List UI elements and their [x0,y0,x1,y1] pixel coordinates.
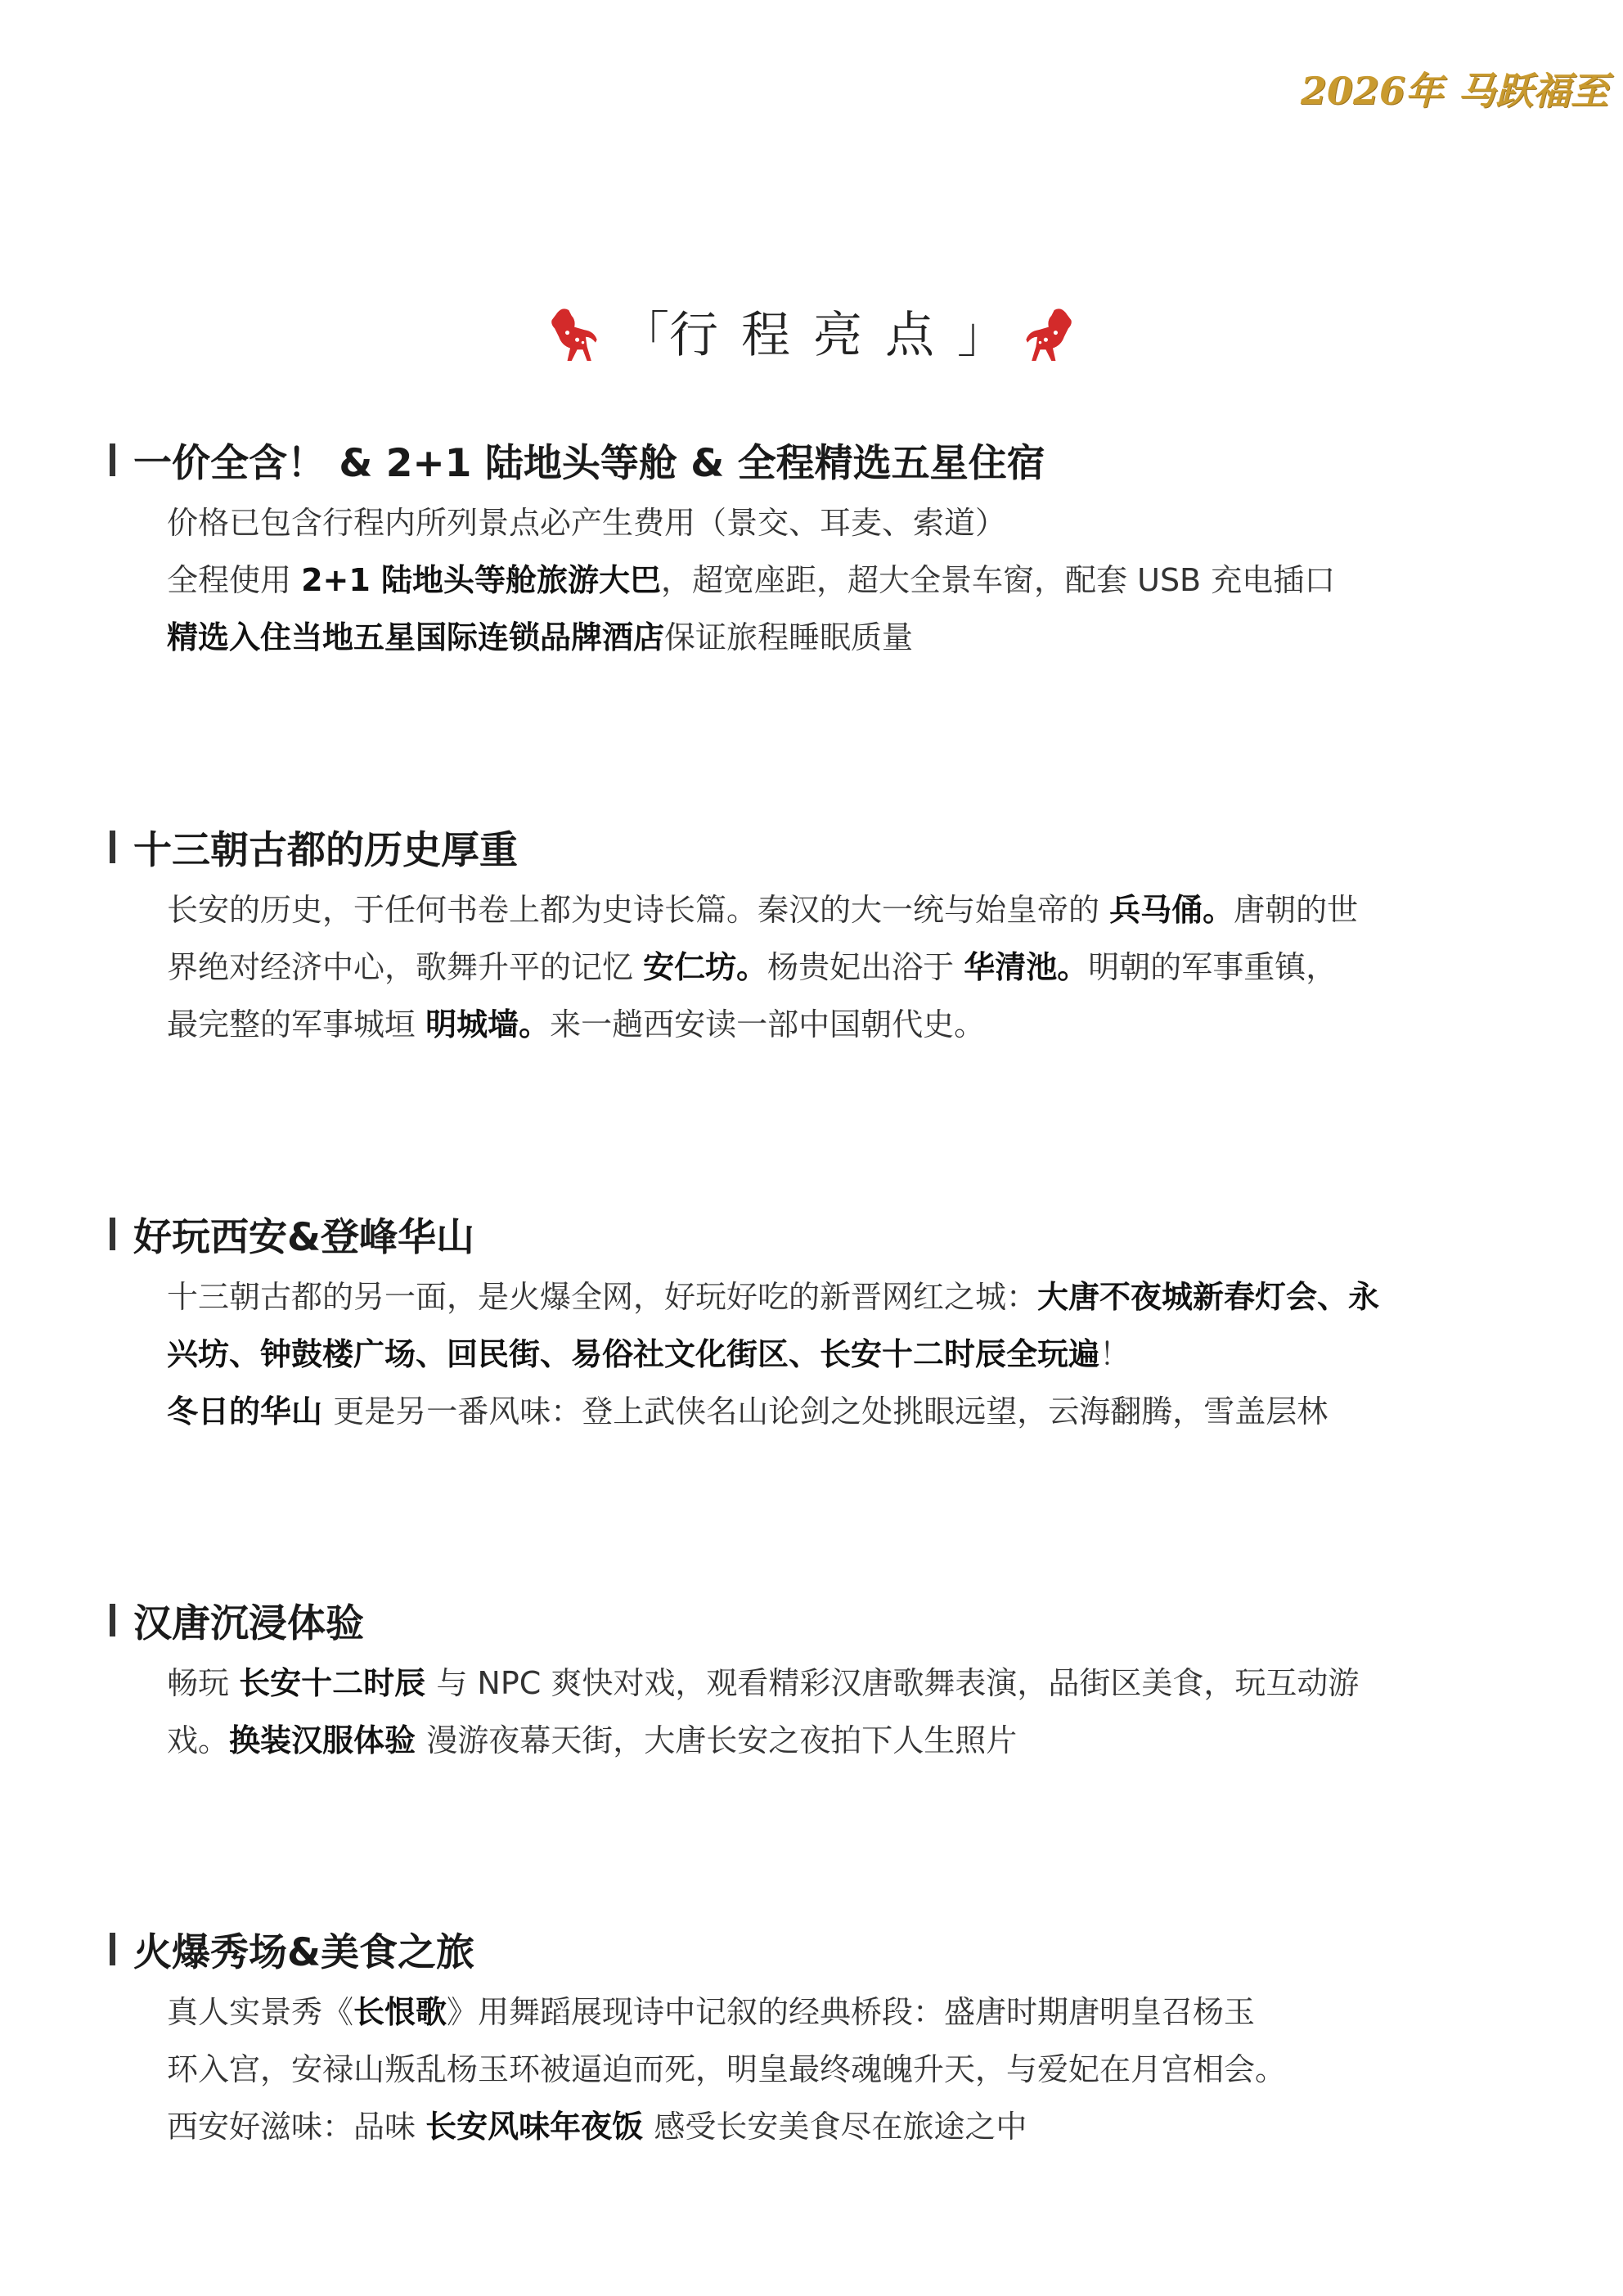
bold-text: 长恨歌 [353,1994,447,2030]
bold-text: 换装汉服体验 [229,1722,427,1758]
bold-text: 兴坊、钟鼓楼广场、回民街、易俗社文化街区、长安十二时辰全玩遍 [167,1336,1100,1372]
body-text: 来一趟西安读一部中国朝代史。 [550,1006,986,1042]
body-text: 界绝对经济中心，歌舞升平的记忆 [167,949,644,985]
body-text: 全程使用 [167,562,302,598]
bold-text: 长安风味年夜饭 [425,2109,654,2145]
brand-year: 2026年 [1301,69,1444,113]
bold-text: 华清池。 [964,949,1089,985]
title-open-bracket: 「 [620,307,669,364]
bold-text: 精选入住当地五星国际连锁品牌酒店 [167,619,665,655]
body-text: 西安好滋味：品味 [167,2109,426,2145]
section-body [167,494,1517,666]
body-text: 畅玩 [167,1665,240,1701]
bold-text: 冬日的华山 [167,1393,334,1429]
body-text: 与 NPC 爽快对戏，观看精彩汉唐歌舞表演，品街区美食，玩互动游 [436,1665,1360,1701]
body-text: 长安的历史，于任何书卷上都为史诗长篇。秦汉的大一统与始皇帝的 [167,892,1110,928]
body-text: 最完整的军事城垣 [167,1006,426,1042]
body-text: 更是另一番风味：登上武侠名山论剑之处挑眼远望，云海翻腾，雪盖层林 [333,1393,1329,1429]
bold-text: 明城墙。 [425,1006,551,1042]
body-line [167,1983,1517,2041]
body-line [167,1326,1517,1383]
body-line [167,996,1517,1053]
title-label: 行程亮点 [669,307,957,364]
section-bar [110,443,115,476]
bold-text: 长安十二时辰 [239,1665,437,1701]
section-bar [110,1604,115,1636]
section-all-inclusive [110,435,1517,666]
section-fun-xian [110,1209,1517,1440]
section-title: 十三朝古都的历史厚重 [110,822,1517,871]
body-line [167,1268,1517,1326]
body-line [167,881,1517,939]
bold-text: 2+1 陆地头等舱旅游大巴 [301,562,662,598]
body-text: 保证旅程睡眠质量 [664,619,914,655]
body-text: 唐朝的世 [1234,892,1359,928]
page-title [0,295,1623,376]
section-bar [110,1218,115,1250]
body-text: 戏。 [167,1722,230,1758]
section-body [167,1654,1517,1769]
body-text: 杨贵妃出浴于 [767,949,964,985]
section-title: 汉唐沉浸体验 [110,1596,1517,1645]
brand-slogan: 马跃福至 [1458,69,1609,113]
body-line [167,1654,1517,1712]
body-text: 》用舞蹈展现诗中记叙的经典桥段：盛唐时期唐明皇召杨玉 [447,1994,1256,2030]
bold-text: 兵马俑。 [1109,892,1234,928]
title-close-bracket: 」 [957,307,1006,364]
body-text: 感受长安美食尽在旅途之中 [654,2109,1027,2145]
body-line [167,551,1517,609]
body-line [167,939,1517,996]
body-text: 真人实景秀《 [167,1994,354,2030]
section-title: 火爆秀场&美食之旅 [110,1925,1517,1974]
body-line [167,494,1517,551]
body-text: 价格已包含行程内所列景点必产生费用（景交、耳麦、索道） [167,505,1007,541]
section-bar [110,831,115,863]
body-text: 十三朝古都的另一面，是火爆全网，好玩好吃的新晋网红之城： [167,1279,1038,1315]
section-body [167,881,1517,1053]
section-bar [110,1933,115,1965]
section-title: 好玩西安&登峰华山 [110,1209,1517,1258]
section-title: 一价全含！ & 2+1 陆地头等舱 & 全程精选五星住宿 [110,435,1517,484]
brand-logo [1301,59,1608,118]
body-text: ，超宽座距，超大全景车窗，配套 USB 充电插口 [661,562,1336,598]
body-text: ！ [1099,1336,1131,1372]
body-line [167,2041,1517,2098]
body-text: 漫游夜幕天街，大唐长安之夜拍下人生照片 [426,1722,1018,1758]
bold-text: 大唐不夜城新春灯会、永 [1037,1279,1380,1315]
section-show-food [110,1925,1517,2155]
body-line [167,2098,1517,2155]
body-text: 明朝的军事重镇， [1088,949,1338,985]
section-immersive [110,1596,1517,1769]
section-history [110,822,1517,1053]
section-body [167,1268,1517,1440]
bold-text: 安仁坊。 [643,949,768,985]
body-line [167,1712,1517,1769]
horse-right-icon [1018,300,1088,371]
body-text: 环入宫，安禄山叛乱杨玉环被逼迫而死，明皇最终魂魄升天，与爱妃在月宫相会。 [167,2051,1287,2087]
title-heading [617,307,1006,364]
body-line [167,1383,1517,1440]
horse-left-icon [535,300,605,371]
section-body [167,1983,1517,2155]
body-line [167,609,1517,666]
